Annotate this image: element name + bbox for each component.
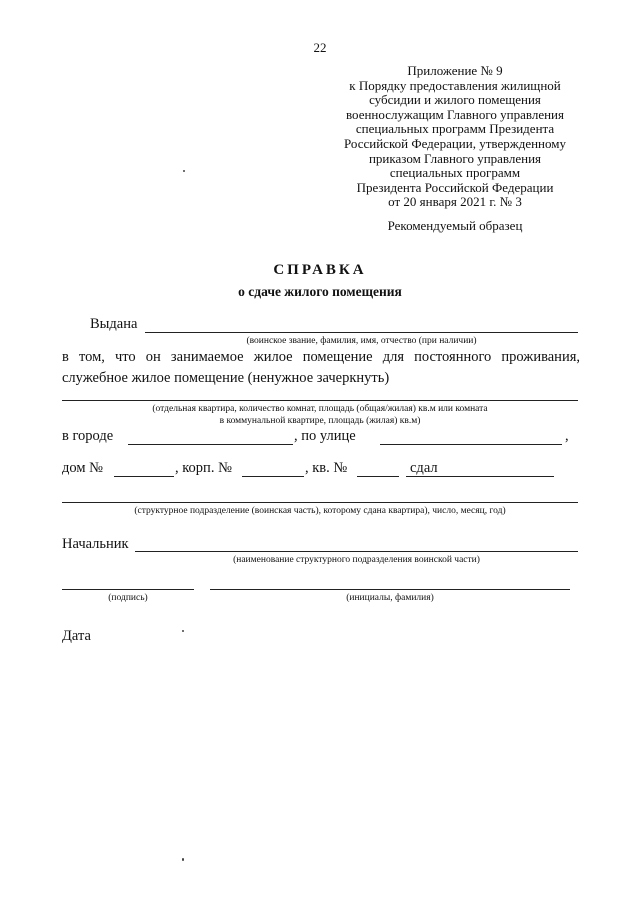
chief-field[interactable] (135, 551, 578, 552)
apartment-field[interactable] (62, 400, 578, 401)
apartment-caption-1: (отдельная квартира, количество комнат, площадь (общая/жилая) кв.м или комната (152, 404, 488, 414)
appendix-line: от 20 января 2021 г. № 3 (388, 194, 522, 210)
street-comma: , (565, 428, 569, 444)
page-number: 22 (313, 40, 327, 55)
appendix-line: специальных программ (389, 165, 521, 181)
scan-speck (182, 858, 184, 861)
handed-field[interactable] (406, 476, 554, 477)
appendix-line: военнослужащим Главного управления (346, 106, 564, 122)
signature-caption: (подпись) (108, 593, 148, 603)
appendix-header (300, 64, 610, 210)
statement-line-2: служебное жилое помещение (ненужное зачеркнуть) (62, 370, 390, 386)
chief-caption: (наименование структурного подразделения воинской части) (233, 555, 480, 565)
handed-label: сдал (410, 460, 438, 476)
unit-caption: (структурное подразделение (воинская часть), которому сдана квартира), число, месяц, год) (134, 506, 506, 516)
building-field[interactable] (242, 476, 304, 477)
appendix-line: специальных программ Президента (355, 121, 555, 137)
appendix-line: приказом Главного управления (368, 150, 542, 166)
scan-speck (182, 630, 184, 632)
scan-speck (183, 170, 185, 172)
street-label: , по улице (294, 428, 356, 444)
appendix-line: Российской Федерации, утвержденному (344, 135, 566, 151)
date-label: Дата (62, 628, 91, 644)
house-field[interactable] (114, 476, 174, 477)
apartment-caption-2: в коммунальной квартире, площадь (жилая) кв.м) (219, 416, 421, 426)
initials-caption: (инициалы, фамилия) (346, 593, 434, 603)
appendix-line: Президента Российской Федерации (356, 179, 554, 195)
appendix-line: к Порядку предоставления жилищной (349, 77, 561, 93)
signature-field[interactable] (62, 589, 194, 590)
statement-line-1: в том, что он занимаемое жилое помещение для постоянного проживания, (62, 349, 580, 365)
appendix-line: субсидии и жилого помещения (369, 92, 541, 108)
city-field[interactable] (128, 444, 293, 445)
issued-caption: (воинское звание, фамилия, имя, отчество (при наличии) (246, 336, 477, 346)
initials-field[interactable] (210, 589, 570, 590)
issued-label: Выдана (90, 316, 138, 332)
unit-field[interactable] (62, 502, 578, 503)
house-label: дом № (62, 460, 103, 476)
issued-field[interactable] (145, 332, 578, 333)
city-label: в городе (62, 428, 114, 444)
chief-label: Начальник (62, 536, 129, 552)
appendix-line: Приложение № 9 (407, 63, 503, 78)
flat-field[interactable] (357, 476, 399, 477)
building-label: , корп. № (175, 460, 232, 476)
flat-label: , кв. № (305, 460, 348, 476)
recommended-sample: Рекомендуемый образец (387, 218, 523, 233)
street-field[interactable] (380, 444, 562, 445)
document-title: СПРАВКА (273, 262, 367, 278)
document-subtitle: о сдаче жилого помещения (238, 284, 402, 299)
